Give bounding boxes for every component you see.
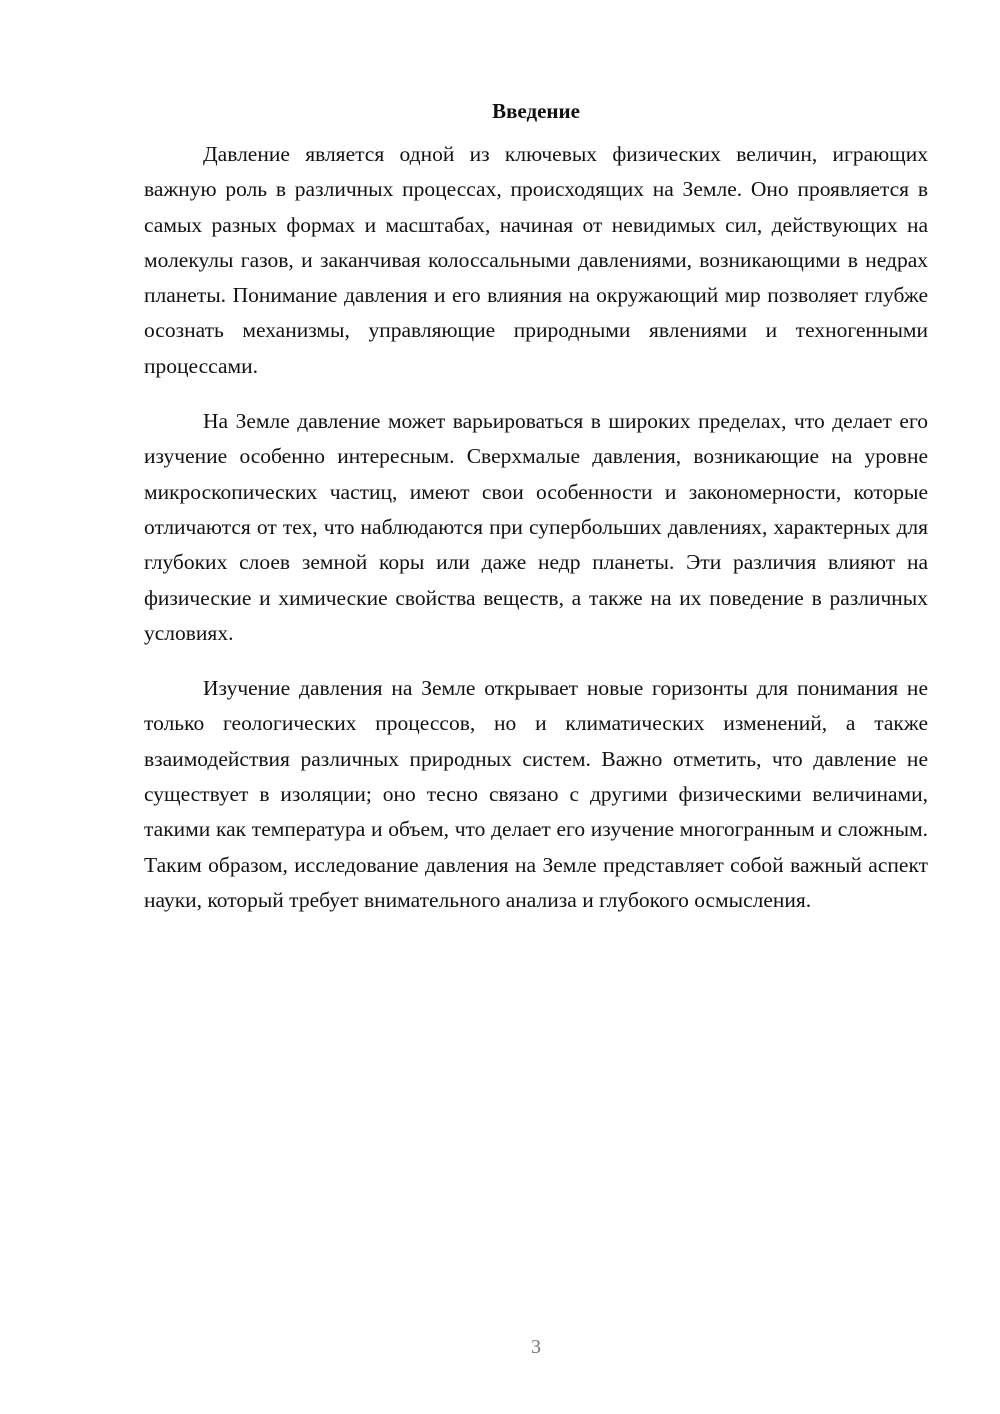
page-content	[144, 95, 928, 938]
paragraph-1: Давление является одной из ключевых физических величин, играющих важную роль в различных процессах, происходящих на Земле. Оно проявляется в самых разных формах и масштабах, начиная от невидимых сил, действующих на молекулы газов, и заканчивая колоссальными давлениями, возникающими в недрах планеты. Понимание давления и его влияния на окружающий мир позволяет глубже осознать механизмы, управляющие природными явлениями и техногенными процессами.	[144, 142, 928, 378]
page-number: 3	[531, 1336, 541, 1358]
paragraph-3: Изучение давления на Земле открывает новые горизонты для понимания не только геологических процессов, но и климатических изменений, а также взаимодействия различных природных систем. Важно отметить, что давление не существует в изоляции; оно тесно связано с другими физическими величинами, такими как температура и объем, что делает его изучение многогранным и сложным. Таким образом, исследование давления на Земле представляет собой важный аспект науки, который требует внимательного анализа и глубокого осмысления.	[144, 676, 928, 912]
paragraph-2: На Земле давление может варьироваться в широких пределах, что делает его изучение особенно интересным. Сверхмалые давления, возникающие на уровне микроскопических частиц, имеют свои особенности и закономерности, которые отличаются от тех, что наблюдаются при супербольших давлениях, характерных для глубоких слоев земной коры или даже недр планеты. Эти различия влияют на физические и химические свойства веществ, а также на их поведение в различных условиях.	[144, 409, 928, 645]
section-heading: Введение	[492, 99, 580, 123]
